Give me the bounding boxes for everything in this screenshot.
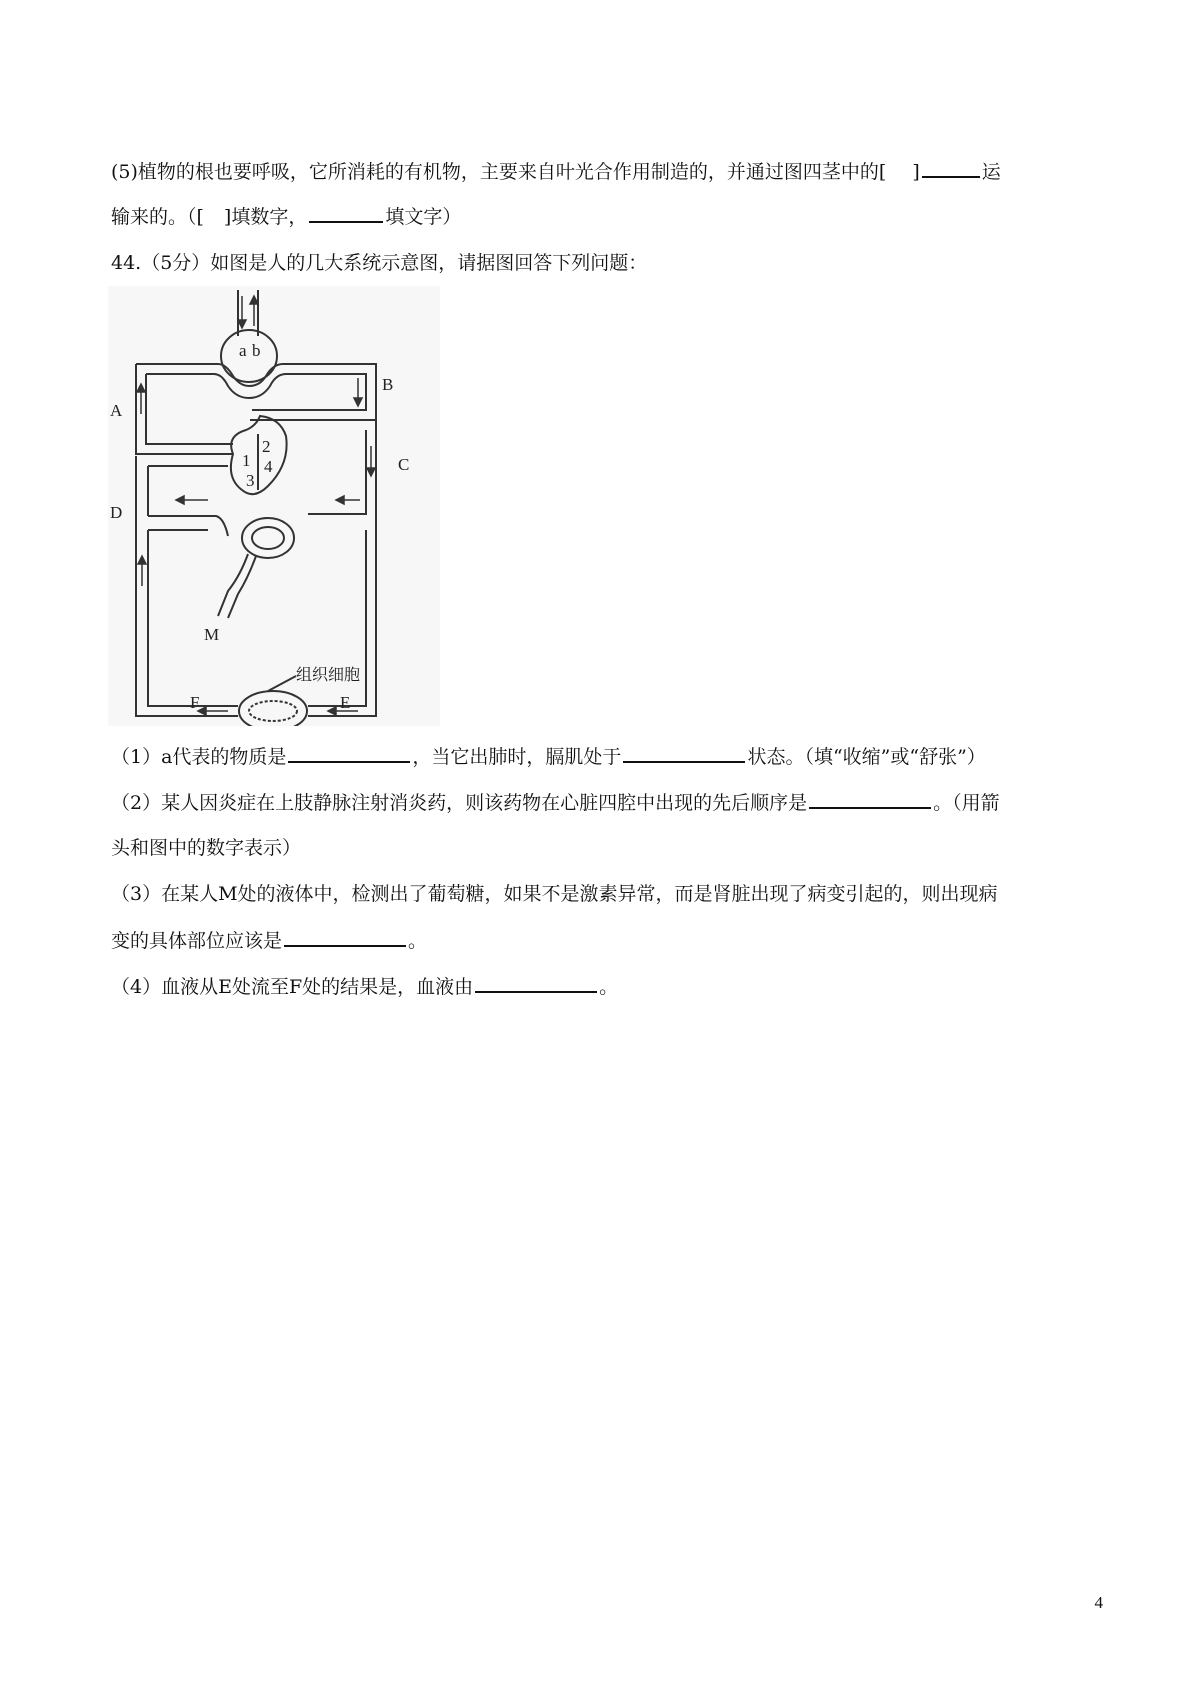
glomerulus	[242, 518, 294, 558]
label-3: 3	[246, 471, 255, 490]
arrow-E-head	[328, 707, 336, 715]
q44-p1-b: ，当它出肺时，膈肌处于	[412, 746, 622, 768]
arrow-out-head	[250, 296, 258, 304]
label-A: A	[110, 401, 123, 420]
label-tissue-cells: 组织细胞	[296, 667, 361, 684]
q43-5-line1	[111, 158, 1001, 185]
q44-p1-blank-2	[623, 743, 745, 763]
label-D: D	[110, 503, 123, 522]
label-4: 4	[264, 457, 273, 476]
label-B: B	[382, 375, 394, 394]
q44-header: 44.（5分）如图是人的几大系统示意图，请据图回答下列问题：	[111, 252, 648, 274]
label-2: 2	[262, 437, 271, 456]
circulation-diagram-svg	[108, 286, 440, 726]
q44-part3: （3）在某人M处的液体中，检测出了葡萄糖，如果不是激素异常，而是肾脏出现了病变引起的，则出现病	[111, 883, 998, 905]
q44-p3-blank	[284, 927, 406, 947]
q44-p3-c: 。	[408, 930, 428, 952]
q44-part2	[111, 789, 1000, 816]
vessel-to-kidney	[148, 516, 228, 536]
label-E: E	[340, 693, 351, 712]
vessel-F-inner	[148, 530, 238, 706]
arrow-in-head	[238, 320, 246, 328]
circulation-diagram	[108, 286, 440, 726]
label-b: b	[252, 341, 261, 360]
arrow-D-head	[176, 496, 184, 504]
q44-p2-b: 。（用箭	[933, 792, 1000, 814]
vessel-C-inner	[308, 430, 366, 514]
q44-part1	[111, 743, 986, 770]
label-1: 1	[242, 451, 251, 470]
vessel-D-F-outer	[136, 456, 238, 716]
label-F: F	[190, 693, 200, 712]
arrow-B-head	[354, 398, 362, 406]
arrow-A-head	[137, 384, 145, 392]
q43-5-line2-mid: ]填数字，	[223, 206, 308, 228]
q43-5-line2-end: 填文字）	[385, 206, 462, 228]
glomerulus-inner	[252, 527, 284, 549]
label-a: a	[239, 341, 247, 360]
q44-p4-a: （4）血液从E处流至F处的结果是，血液由	[111, 976, 474, 998]
q43-5-blank-2	[309, 203, 383, 223]
alveolus	[221, 330, 277, 382]
pulmonary-loop-outer	[136, 364, 376, 420]
q44-p4-blank	[475, 973, 597, 993]
q44-p4-b: 。	[599, 976, 619, 998]
q44-p1-c: 状态。（填“收缩”或“舒张”）	[747, 746, 986, 768]
label-C: C	[398, 455, 410, 474]
q43-5-blank-1	[922, 158, 980, 178]
tissue-capillary-inner	[249, 701, 297, 721]
tissue-pointer	[268, 676, 296, 691]
q43-5-line2-start: 输来的。（[	[111, 206, 204, 228]
arrow-C-head	[367, 468, 375, 476]
q44-p1-blank-1	[288, 743, 410, 763]
arrow-F-up-head	[138, 556, 146, 564]
vessel-A-inner	[146, 374, 233, 444]
vessel-A-outer	[136, 364, 233, 454]
q44-p3-b: 变的具体部位应该是	[111, 930, 283, 952]
q43-5-text: (5)植物的根也要呼吸，它所消耗的有机物，主要来自叶光合作用制造的，并通过图四茎中的[	[111, 161, 887, 183]
q43-5-line1-end: 运	[981, 161, 1001, 183]
q44-p2-a: （2）某人因炎症在上肢静脉注射消炎药，则该药物在心脏四腔中出现的先后顺序是	[111, 792, 808, 814]
q43-5-bracket-close: ]	[912, 161, 920, 183]
label-M: M	[204, 625, 220, 644]
q44-part4	[111, 973, 618, 1000]
page-number: 4	[1094, 1593, 1103, 1612]
q44-p1-a: （1）a代表的物质是	[111, 746, 287, 768]
q44-part2-cont: 头和图中的数字表示）	[111, 837, 302, 859]
arrow-C2-head	[336, 496, 344, 504]
q44-part3-cont	[111, 927, 427, 954]
q43-5-line2	[111, 203, 461, 230]
q44-p2-blank	[809, 789, 931, 809]
pulmonary-loop-inner	[146, 374, 366, 410]
